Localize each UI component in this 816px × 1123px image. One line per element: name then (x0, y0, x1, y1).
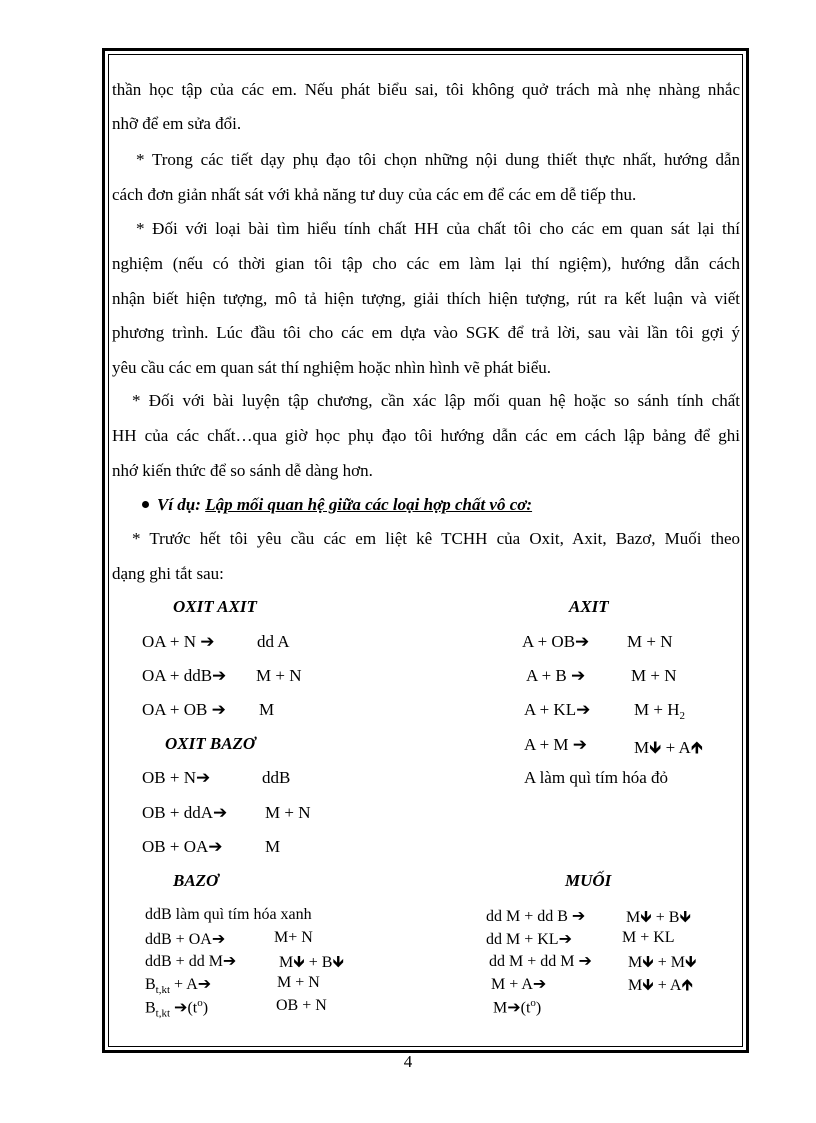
equation-result: M + KL (622, 929, 675, 946)
equation-result: M🡻 + A🡹 (634, 738, 703, 757)
equation-line: A + B ➔ (526, 666, 586, 685)
equation-result: M (259, 700, 275, 719)
equation-line: OB + ddA➔ (142, 803, 228, 822)
equation-line: OA + ddB➔ (142, 666, 227, 685)
arrow-right-icon: ➔ (578, 953, 592, 970)
equation-result: dd A (257, 632, 290, 651)
paragraph-line: nghiệm (nếu có thời gian tôi tập cho các em làm lại thí ngiệm), hướng dẫn cách (112, 254, 740, 273)
arrow-right-icon: ➔ (212, 803, 228, 822)
equation-line: A + OB➔ (522, 632, 590, 651)
arrow-up-icon: 🡹 (681, 977, 693, 994)
arrow-right-icon: ➔ (222, 953, 237, 970)
paragraph-line: yêu cầu các em quan sát thí nghiệm hoặc nhìn hình vẽ phát biểu. (112, 358, 552, 377)
arrow-right-icon: ➔ (507, 999, 521, 1017)
arrow-right-icon: ➔ (200, 632, 215, 651)
equation-result: M + N (277, 974, 320, 991)
equation-result: $M + H_2$ (634, 700, 685, 722)
paragraph-line: cách đơn giản nhất sát với khả năng tư duy của các em để các em dễ tiếp thu. (112, 185, 637, 204)
equation-line: OA + N ➔ (142, 632, 215, 651)
equation-line: A làm quì tím hóa đỏ (524, 768, 669, 787)
heading-bazo: BAZƠ (173, 871, 219, 890)
equation-line: OB + OA➔ (142, 837, 223, 856)
equation-result: M + N (256, 666, 302, 685)
equation-line: $B_{t,kt}$ + A➔ (145, 976, 212, 996)
arrow-right-icon: ➔ (195, 768, 211, 787)
arrow-right-icon: ➔ (571, 666, 586, 685)
arrow-right-icon: ➔ (208, 837, 223, 856)
paragraph-line: nhớ kiến thức để so sánh dễ dàng hơn. (112, 461, 373, 480)
arrow-down-icon: 🡻 (649, 738, 662, 757)
example-heading (142, 495, 532, 515)
equation-line: M + A➔ (491, 976, 547, 993)
page-number: 4 (403, 1052, 413, 1071)
paragraph-line: thần học tập của các em. Nếu phát biểu sai, tôi không quở trách mà nhẹ nhàng nhắc (112, 80, 740, 99)
arrow-right-icon: ➔ (211, 700, 226, 719)
paragraph-line: * Đối với loại bài tìm hiểu tính chất HH của chất tôi cho các em quan sát lại thí (136, 219, 740, 238)
arrow-right-icon: ➔ (571, 908, 586, 925)
equation-line: OB + N➔ (142, 768, 211, 787)
arrow-down-icon: 🡻 (684, 954, 697, 971)
equation-line: ddB + dd M➔ (145, 953, 237, 970)
equation-result: M+ N (274, 929, 313, 946)
equation-line: A + M ➔ (524, 735, 588, 754)
paragraph-line: nhỡ để em sửa đổi. (112, 114, 242, 133)
paragraph-line: * Trong các tiết dạy phụ đạo tôi chọn những nội dung thiết thực nhất, hướng dẫn (136, 150, 740, 169)
paragraph-line: phương trình. Lúc đầu tôi cho các em dựa vào SGK để trả lời, sau vài lần tôi gợi ý (112, 323, 740, 342)
equation-result: M🡻 + B🡻 (626, 909, 691, 926)
equation-line: $M➔(t^o)$ (493, 997, 542, 1017)
equation-result: M (265, 837, 281, 856)
equation-result: M🡻 + M🡻 (628, 954, 697, 971)
equation-result: OB + N (276, 997, 327, 1014)
paragraph-line: * Trước hết tôi yêu cầu các em liệt kê TCHH của Oxit, Axit, Bazơ, Muối theo (132, 529, 740, 548)
heading-oxit-axit: OXIT AXIT (173, 597, 257, 616)
arrow-down-icon: 🡻 (293, 954, 305, 971)
arrow-down-icon: 🡻 (640, 909, 652, 926)
equation-result: M + N (631, 666, 677, 685)
equation-line: dd M + KL➔ (486, 931, 572, 948)
arrow-right-icon: ➔ (212, 666, 227, 685)
example-title: Lập mối quan hệ giữa các loại hợp chất vô cơ: (205, 495, 533, 514)
heading-axit: AXIT (569, 597, 609, 616)
arrow-right-icon: ➔ (197, 976, 212, 993)
arrow-right-icon: ➔ (575, 632, 590, 651)
equation-line: ddB + OA➔ (145, 931, 226, 948)
arrow-right-icon: ➔ (572, 735, 588, 754)
equation-line: A + KL➔ (524, 700, 591, 719)
equation-result: M🡻 + A🡹 (628, 977, 693, 994)
arrow-right-icon: ➔ (174, 999, 188, 1017)
equation-result: M + N (265, 803, 311, 822)
paragraph-line: HH của các chất…qua giờ học phụ đạo tôi hướng dẫn các em cách lập bảng để ghi (112, 426, 740, 445)
arrow-down-icon: 🡻 (642, 954, 654, 971)
example-label: Ví dụ: (157, 495, 201, 514)
arrow-right-icon: ➔ (532, 976, 547, 993)
arrow-right-icon: ➔ (211, 931, 226, 948)
arrow-down-icon: 🡻 (642, 977, 654, 994)
equation-result: ddB (262, 768, 291, 787)
paragraph-line: * Đối với bài luyện tập chương, cần xác lập mối quan hệ hoặc so sánh tính chất (132, 391, 740, 410)
paragraph-line: dạng ghi tắt sau: (112, 564, 224, 583)
equation-line: OA + OB ➔ (142, 700, 226, 719)
arrow-down-icon: 🡻 (332, 954, 344, 971)
equation-result: M + N (627, 632, 673, 651)
paragraph-line: nhận biết hiện tượng, mô tả hiện tượng, giải thích hiện tượng, rút ra kết luận và viết (112, 289, 740, 308)
heading-oxit-bazo: OXIT BAZƠ (165, 734, 256, 753)
arrow-right-icon: ➔ (576, 700, 591, 719)
equation-line: dd M + dd M ➔ (489, 953, 592, 970)
heading-muoi: MUỐI (565, 871, 612, 890)
arrow-right-icon: ➔ (558, 931, 572, 948)
arrow-down-icon: 🡻 (679, 909, 691, 926)
equation-line: $B_{t,kt}$ $➔(t^o)$ (145, 997, 209, 1020)
arrow-up-icon: 🡹 (690, 738, 703, 757)
equation-line: dd M + dd B ➔ (486, 908, 586, 925)
equation-line: ddB làm quì tím hóa xanh (145, 906, 312, 923)
equation-result: M🡻 + B🡻 (279, 954, 344, 971)
bullet-icon (142, 501, 149, 508)
